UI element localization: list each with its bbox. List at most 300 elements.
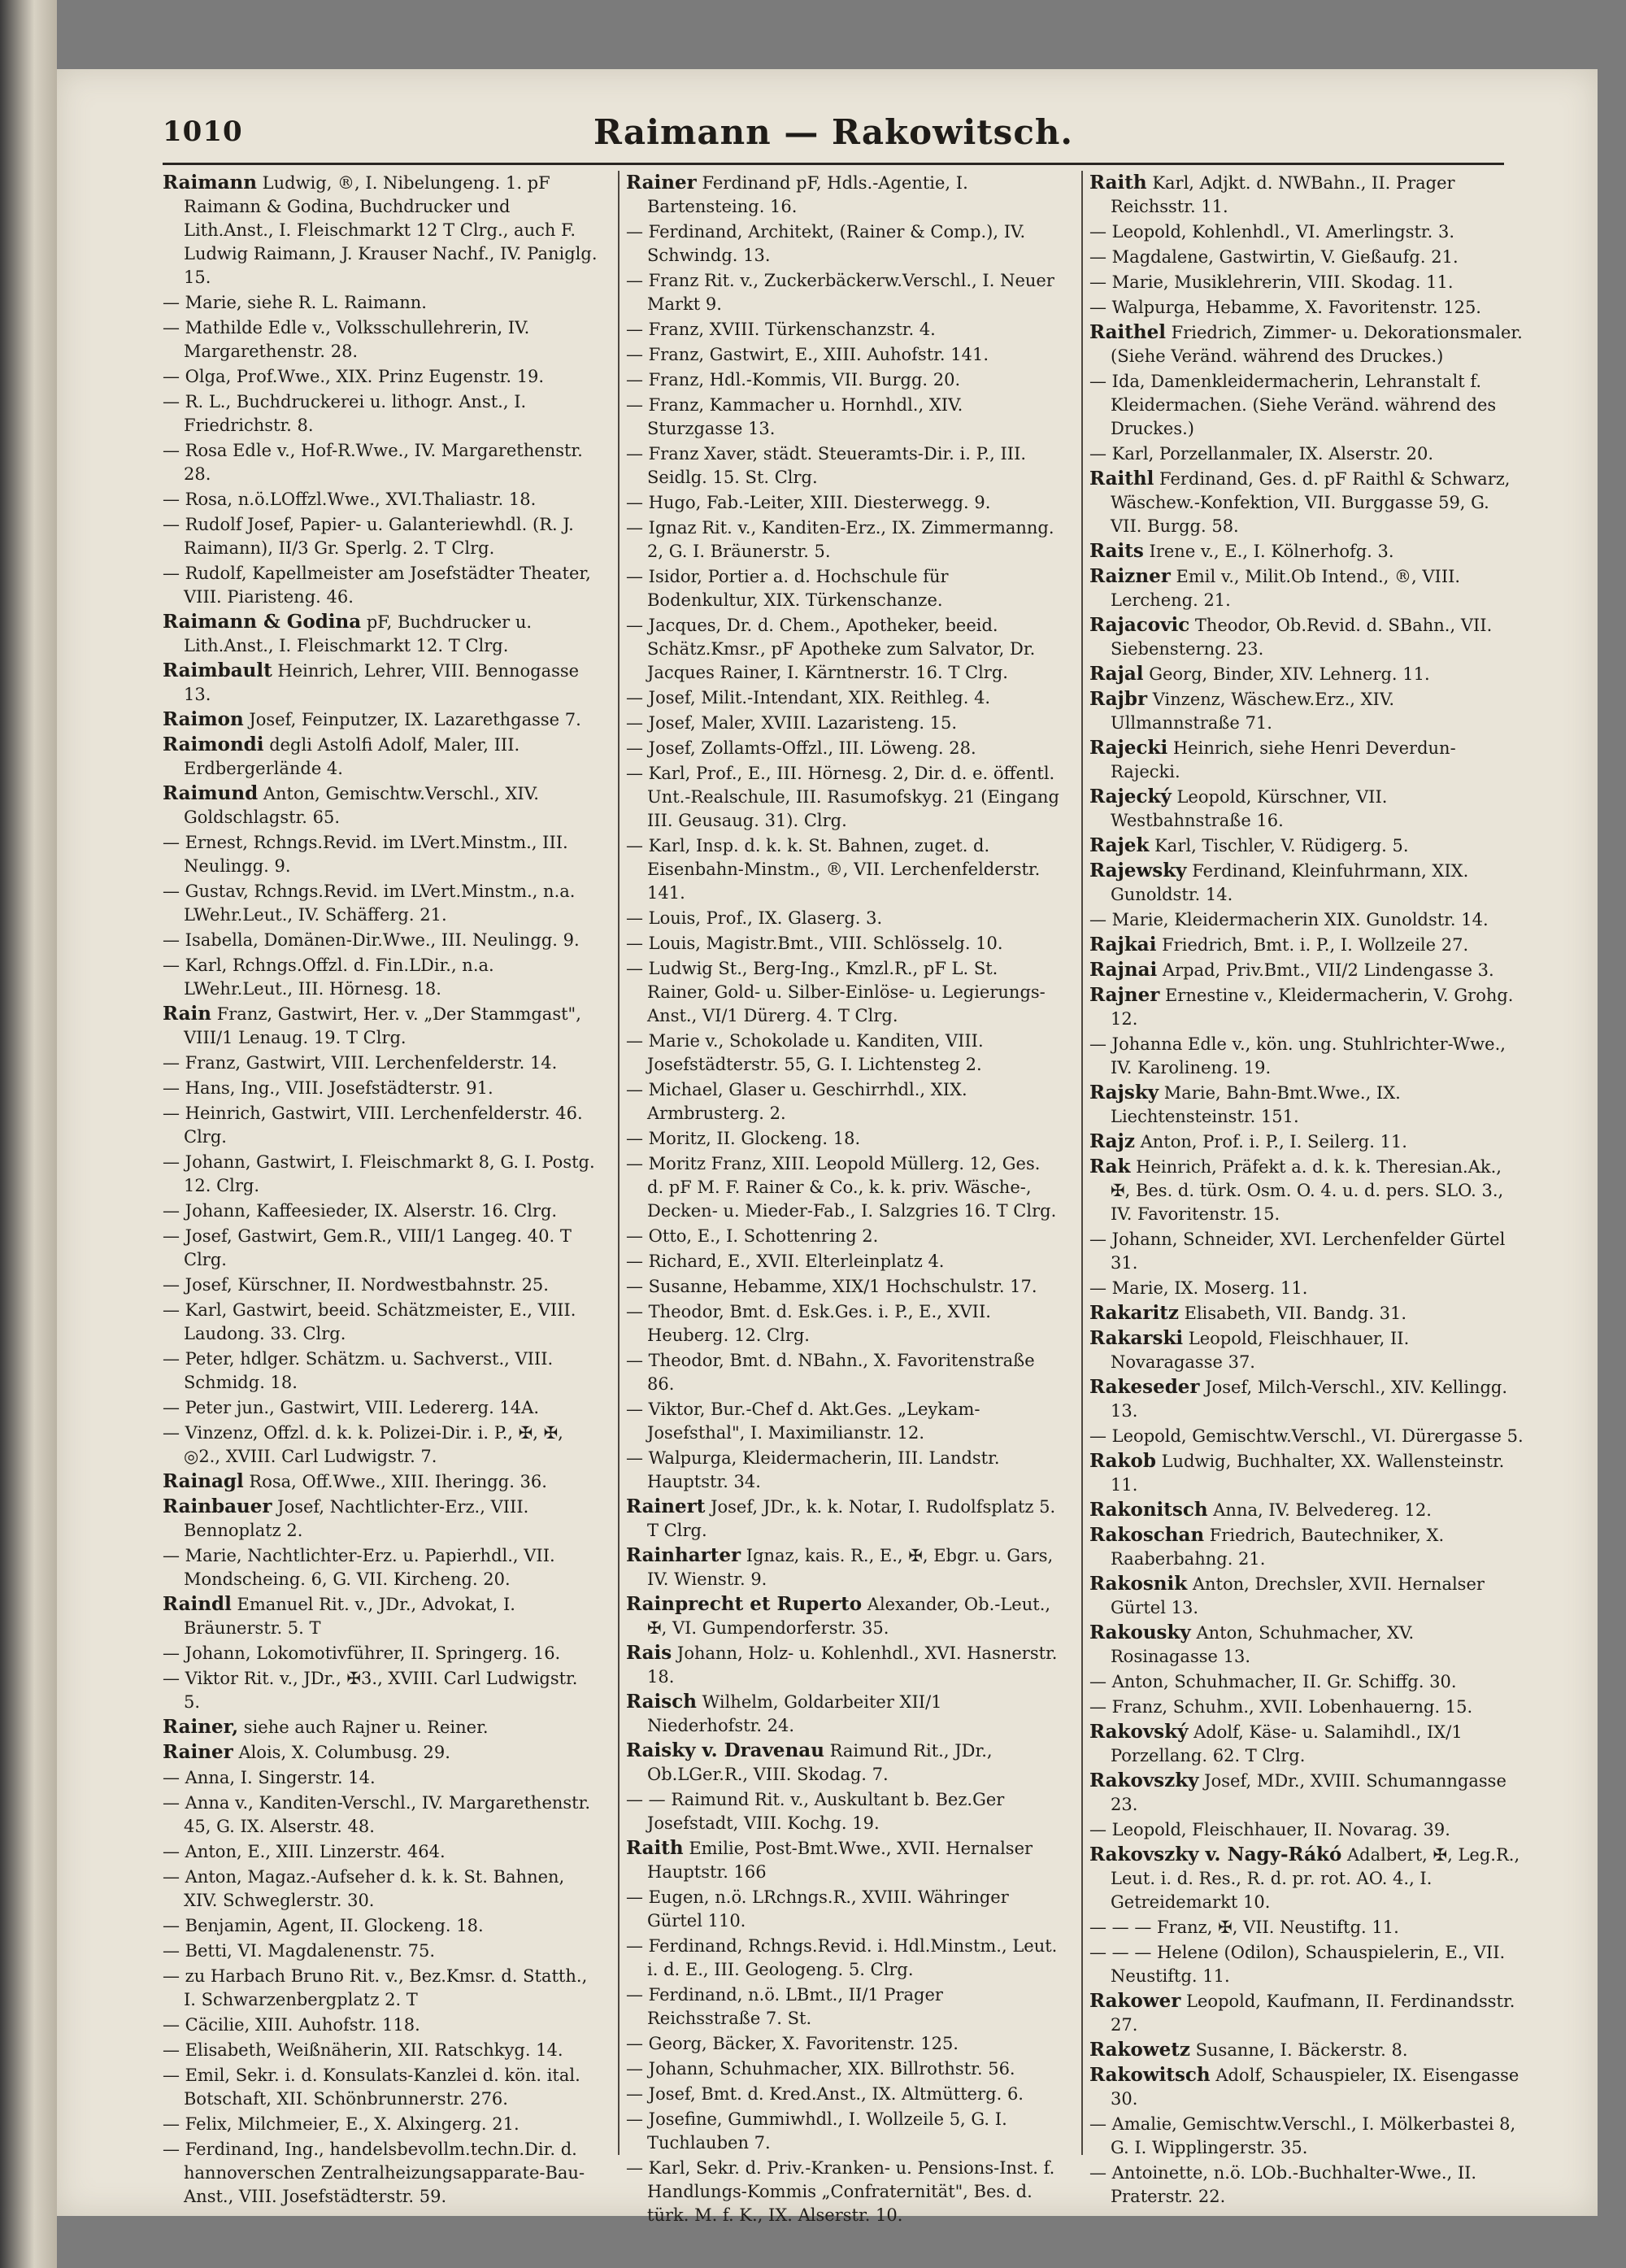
directory-entry xyxy=(1089,320,1524,368)
directory-entry xyxy=(626,2107,1061,2155)
entry-text: Susanne, I. Bäckerstr. 8. xyxy=(1189,2040,1408,2060)
entry-text: — Felix, Milchmeier, E., X. Alxingerg. 21. xyxy=(163,2114,520,2134)
entry-text: — Franz Rit. v., Zuckerbäckerw.Verschl., I. Neuer Markt 9. xyxy=(626,271,1054,314)
entry-text: Emil v., Milit.Ob Intend., ®, VIII. Lercheng. 21. xyxy=(1111,567,1461,610)
directory-entry xyxy=(163,1939,598,1963)
entry-text: — Marie, Kleidermacherin XIX. Gunoldstr. 14. xyxy=(1089,910,1489,929)
entry-text: — Eugen, n.ö. LRchngs.R., XVIII. Währinger Gürtel 110. xyxy=(626,1887,1009,1931)
entry-text: — Moritz, II. Glockeng. 18. xyxy=(626,1129,861,1148)
entry-text: — Hugo, Fab.-Leiter, XIII. Diesterwegg. 9. xyxy=(626,493,991,512)
entry-text: — Anna v., Kanditen-Verschl., IV. Margarethenstr. 45, G. IX. Alserstr. 48. xyxy=(163,1793,591,1836)
entry-text: Alexander, Ob.-Leut., ✠, VI. Gumpendorferstr. 35. xyxy=(647,1595,1051,1638)
entry-surname: Rainer xyxy=(163,1741,233,1763)
directory-entry xyxy=(163,1395,598,1420)
entry-text: — Rudolf Josef, Papier- u. Galanteriewhdl. (R. J. Raimann), II/3 Gr. Sperlg. 2. T Clrg. xyxy=(163,515,574,558)
directory-entry xyxy=(1089,245,1524,269)
entry-text: — Josefine, Gummiwhdl., I. Wollzeile 5, G. I. Tuchlauben 7. xyxy=(626,2109,1007,2153)
entry-surname: Rakovský xyxy=(1089,1721,1189,1743)
entry-text: Ernestine v., Kleidermacherin, V. Grohg. 12. xyxy=(1111,986,1514,1029)
directory-entry xyxy=(1089,785,1524,833)
entry-text: — Georg, Bäcker, X. Favoritenstr. 125. xyxy=(626,2034,959,2053)
directory-entry xyxy=(626,931,1061,956)
entry-text: — Mathilde Edle v., Volksschullehrerin, IV. Margarethenstr. 28. xyxy=(163,318,530,361)
entry-surname: Raith xyxy=(626,1837,684,1859)
directory-entry xyxy=(163,879,598,927)
entry-text: Karl, Tischler, V. Rüdigerg. 5. xyxy=(1149,836,1409,855)
directory-entry xyxy=(1089,295,1524,320)
entry-text: Ferdinand, Ges. d. pF Raithl & Schwarz, Wäschew.-Konfektion, VII. Burggasse 59, G. VII. Burgg. 58. xyxy=(1111,469,1511,536)
directory-entry xyxy=(626,1126,1061,1151)
directory-entry xyxy=(626,1885,1061,1933)
entry-text: — Karl, Porzellanmaler, IX. Alserstr. 20. xyxy=(1089,444,1433,464)
directory-entry xyxy=(1089,564,1524,612)
entry-surname: Rainprecht et Ruperto xyxy=(626,1593,863,1615)
entry-surname: Rakonitsch xyxy=(1089,1499,1208,1521)
entry-text: — Betti, VI. Magdalenenstr. 75. xyxy=(163,1941,436,1961)
directory-entry xyxy=(626,220,1061,268)
directory-entry xyxy=(626,736,1061,760)
directory-entry xyxy=(1089,859,1524,907)
directory-entry xyxy=(163,1076,598,1100)
entry-surname: Raithl xyxy=(1089,468,1154,490)
entry-text: — Josef, Kürschner, II. Nordwestbahnstr. 25. xyxy=(163,1275,549,1295)
entry-surname: Raisky v. Dravenau xyxy=(626,1739,824,1761)
directory-entry xyxy=(1089,467,1524,538)
entry-text: — Johann, Schneider, XVI. Lerchenfelder Gürtel 31. xyxy=(1089,1230,1506,1273)
directory-entry xyxy=(1089,983,1524,1031)
entry-text: Elisabeth, VII. Bandg. 31. xyxy=(1178,1304,1407,1323)
directory-entry xyxy=(163,1865,598,1913)
entry-text: — Susanne, Hebamme, XIX/1 Hochschulstr. 17. xyxy=(626,1277,1037,1296)
directory-entry xyxy=(163,487,598,511)
entry-surname: Rajner xyxy=(1089,984,1160,1006)
page-header xyxy=(163,112,1504,164)
entry-text: Anton, Gemischtw.Verschl., XIV. Goldschlagstr. 65. xyxy=(184,784,539,827)
entry-surname: Raisch xyxy=(626,1691,697,1713)
entry-text: Josef, JDr., k. k. Notar, I. Rudolfsplatz 5. T Clrg. xyxy=(647,1497,1056,1540)
entry-surname: Raindl xyxy=(163,1593,232,1615)
directory-entry xyxy=(626,1641,1061,1689)
directory-entry xyxy=(1089,662,1524,686)
entry-text: — Franz, Kammacher u. Hornhdl., XIV. Sturzgasse 13. xyxy=(626,395,963,438)
entry-surname: Rajek xyxy=(1089,834,1150,856)
entry-text: Josef, Milch-Verschl., XIV. Kellingg. 13. xyxy=(1111,1378,1508,1421)
entry-text: Heinrich, Präfekt a. d. k. k. Theresian.Ak., ✠, Bes. d. türk. Osm. O. 4. u. d. pers. SLO. 3., IV. Favoritenstr. 15. xyxy=(1111,1157,1504,1224)
entry-surname: Rakob xyxy=(1089,1450,1156,1472)
entry-text: — Heinrich, Gastwirt, VIII. Lerchenfelderstr. 46. Clrg. xyxy=(163,1104,583,1147)
entry-text: — Rosa Edle v., Hof-R.Wwe., IV. Margarethenstr. 28. xyxy=(163,441,583,484)
directory-entry xyxy=(163,1051,598,1075)
entry-text: — Ferdinand, n.ö. LBmt., II/1 Prager Reichsstraße 7. St. xyxy=(626,1985,943,2028)
directory-entry xyxy=(163,1740,598,1765)
column-2 xyxy=(626,171,1061,2225)
directory-entry xyxy=(163,1839,598,1864)
entry-text: — Ferdinand, Ing., handelsbevollm.techn.Dir. d. hannoverschen Zentralheizungsapparate-Bau-Anst., VIII. Josefstädterstr. 59. xyxy=(163,2140,585,2206)
entry-text: — Marie, Nachtlichter-Erz. u. Papierhdl., VII. Mondscheing. 6, G. VII. Kircheng. 20. xyxy=(163,1546,555,1589)
entry-text: — Franz, Hdl.-Kommis, VII. Burgg. 20. xyxy=(626,370,961,390)
directory-entry xyxy=(1089,687,1524,735)
entry-surname: Rainer, xyxy=(163,1716,239,1738)
directory-entry xyxy=(1089,171,1524,219)
directory-entry xyxy=(626,1495,1061,1543)
entry-text: Josef, Nachtlichter-Erz., VIII. Bennoplatz 2. xyxy=(184,1497,529,1540)
directory-entry xyxy=(626,834,1061,905)
directory-entry xyxy=(626,490,1061,515)
entry-text: — Josef, Bmt. d. Kred.Anst., IX. Altmütterg. 6. xyxy=(626,2084,1024,2104)
directory-entry xyxy=(1089,736,1524,784)
directory-entry xyxy=(163,1002,598,1050)
entry-text: Marie, Bahn-Bmt.Wwe., IX. Liechtensteinstr. 151. xyxy=(1111,1083,1401,1126)
directory-entry xyxy=(163,610,598,658)
entry-surname: Rajkai xyxy=(1089,934,1157,956)
column-3 xyxy=(1089,171,1524,2206)
entry-text: Georg, Binder, XIV. Lehnerg. 11. xyxy=(1143,664,1430,684)
entry-text: Adolf, Schauspieler, IX. Eisengasse 30. xyxy=(1111,2066,1519,2109)
entry-surname: Raimondi xyxy=(163,734,264,755)
entry-text: Karl, Adjkt. d. NWBahn., II. Prager Reichsstr. 11. xyxy=(1111,173,1455,216)
directory-entry xyxy=(1089,1155,1524,1226)
entry-text: — — Raimund Rit. v., Auskultant b. Bez.Ger Josefstadt, VIII. Kochg. 19. xyxy=(626,1790,1005,1833)
column-divider xyxy=(1081,171,1083,2155)
entry-text: Emanuel Rit. v., JDr., Advokat, I. Bräunerstr. 5. T xyxy=(184,1595,515,1638)
entry-surname: Rajz xyxy=(1089,1130,1135,1152)
directory-entry xyxy=(163,928,598,952)
entry-text: Rosa, Off.Wwe., XIII. Iheringg. 36. xyxy=(243,1472,547,1491)
entry-text: — Emil, Sekr. i. d. Konsulats-Kanzlei d. kön. ital. Botschaft, XII. Schönbrunnerstr. 276. xyxy=(163,2066,580,2109)
entry-text: Alois, X. Columbusg. 29. xyxy=(233,1743,450,1762)
entry-surname: Rakowitsch xyxy=(1089,2064,1211,2086)
entry-text: — Leopold, Gemischtw.Verschl., VI. Dürergasse 5. xyxy=(1089,1426,1524,1446)
entry-text: — Vinzenz, Offzl. d. k. k. Polizei-Dir. i. P., ✠, ✠, ◎2., XVIII. Carl Ludwigstr. 7. xyxy=(163,1423,563,1466)
directory-entry xyxy=(1089,1032,1524,1080)
directory-entry xyxy=(1089,1843,1524,1914)
directory-entry xyxy=(626,564,1061,612)
entry-text: Leopold, Fleischhauer, II. Novaragasse 37. xyxy=(1111,1329,1410,1372)
entry-text: — Ignaz Rit. v., Kanditen-Erz., IX. Zimmermanng. 2, G. I. Bräunerstr. 5. xyxy=(626,518,1054,561)
column-1 xyxy=(163,171,598,2206)
entry-text: — Franz, Gastwirt, VIII. Lerchenfelderstr. 14. xyxy=(163,1053,558,1073)
entry-text: — Josef, Milit.-Intendant, XIX. Reithleg. 4. xyxy=(626,688,991,707)
directory-entry xyxy=(1089,1130,1524,1154)
entry-surname: Rajacovic xyxy=(1089,614,1190,636)
entry-text: — Anton, E., XIII. Linzerstr. 464. xyxy=(163,1842,446,1861)
entry-surname: Rakousky xyxy=(1089,1622,1191,1643)
directory-entry xyxy=(163,707,598,732)
directory-entry xyxy=(1089,1449,1524,1497)
directory-entry xyxy=(1089,1695,1524,1719)
entry-surname: Rak xyxy=(1089,1156,1131,1178)
directory-entry xyxy=(163,1543,598,1591)
directory-entry xyxy=(626,1224,1061,1248)
directory-entry xyxy=(1089,369,1524,441)
entry-text: — — — Helene (Odilon), Schauspielerin, E., VII. Neustiftg. 11. xyxy=(1089,1943,1506,1986)
directory-entry xyxy=(1089,1769,1524,1817)
directory-entry xyxy=(626,268,1061,316)
entry-text: — Antoinette, n.ö. LOb.-Buchhalter-Wwe., II. Praterstr. 22. xyxy=(1089,2163,1477,2206)
directory-entry xyxy=(626,1397,1061,1445)
directory-entry xyxy=(626,2082,1061,2106)
directory-entry xyxy=(626,1934,1061,1982)
directory-entry xyxy=(163,2038,598,2062)
directory-entry xyxy=(1089,2161,1524,2209)
entry-surname: Rainharter xyxy=(626,1544,741,1566)
entry-text: Franz, Gastwirt, Her. v. „Der Stammgast", VIII/1 Lenaug. 19. T Clrg. xyxy=(184,1004,581,1047)
entry-text: — Olga, Prof.Wwe., XIX. Prinz Eugenstr. 19. xyxy=(163,367,545,386)
directory-entry xyxy=(626,516,1061,564)
directory-entry xyxy=(163,1641,598,1665)
directory-entry xyxy=(626,317,1061,342)
directory-entry xyxy=(163,1495,598,1543)
entry-surname: Raimbault xyxy=(163,660,272,681)
entry-text: degli Astolfi Adolf, Maler, III. Erdbergerlände 4. xyxy=(184,735,520,778)
entry-text: — Franz, Gastwirt, E., XIII. Auhofstr. 141. xyxy=(626,345,989,364)
directory-entry xyxy=(163,1150,598,1198)
directory-entry xyxy=(163,438,598,486)
entry-text: — Cäcilie, XIII. Auhofstr. 118. xyxy=(163,2015,420,2035)
directory-entry xyxy=(163,316,598,363)
directory-entry xyxy=(163,1347,598,1395)
directory-entry xyxy=(626,1077,1061,1125)
directory-entry xyxy=(626,1151,1061,1223)
directory-entry xyxy=(163,1224,598,1272)
directory-entry xyxy=(1089,1669,1524,1694)
directory-entry xyxy=(626,2031,1061,2056)
page-number: 1010 xyxy=(163,115,243,148)
directory-entry xyxy=(626,368,1061,392)
directory-entry xyxy=(163,1469,598,1494)
entry-surname: Rajecki xyxy=(1089,737,1168,759)
entry-surname: Raimann & Godina xyxy=(163,611,362,633)
directory-entry xyxy=(1089,2038,1524,2062)
entry-text: — Amalie, Gemischtw.Verschl., I. Mölkerbastei 8, G. I. Wipplingerstr. 35. xyxy=(1089,2114,1516,2157)
entry-text: — Johann, Gastwirt, I. Fleischmarkt 8, G. I. Postg. 12. Clrg. xyxy=(163,1152,595,1195)
entry-surname: Rain xyxy=(163,1003,212,1025)
directory-entry xyxy=(163,2112,598,2136)
entry-text: — Elisabeth, Weißnäherin, XII. Ratschkyg. 14. xyxy=(163,2040,563,2060)
directory-entry xyxy=(163,1765,598,1790)
header-rule xyxy=(163,163,1504,165)
entry-text: Josef, Feinputzer, IX. Lazarethgasse 7. xyxy=(243,710,581,729)
entry-text: — Marie, IX. Moserg. 11. xyxy=(1089,1278,1308,1298)
entry-surname: Rakarski xyxy=(1089,1327,1184,1349)
entry-text: — Magdalene, Gastwirtin, V. Gießaufg. 21. xyxy=(1089,247,1459,267)
entry-text: Ferdinand pF, Hdls.-Agentie, I. Bartensteing. 16. xyxy=(647,173,968,216)
entry-text: — Karl, Sekr. d. Priv.-Kranken- u. Pensions-Inst. f. Handlungs-Kommis „Confraternität", Bes. d. türk. M. f. K., IX. Alserstr. 10. xyxy=(626,2158,1055,2225)
directory-entry xyxy=(163,659,598,707)
entry-text: Anna, IV. Belvedereg. 12. xyxy=(1207,1500,1432,1520)
directory-entry xyxy=(163,953,598,1001)
entry-text: — Marie, Musiklehrerin, VIII. Skodag. 11. xyxy=(1089,272,1454,292)
entry-text: Emilie, Post-Bmt.Wwe., XVII. Hernalser Hauptstr. 166 xyxy=(647,1839,1033,1882)
entry-surname: Rakower xyxy=(1089,1990,1181,2012)
book-spine-edge xyxy=(0,0,57,2268)
entry-surname: Rakoschan xyxy=(1089,1524,1205,1546)
directory-entry xyxy=(626,1029,1061,1077)
entry-surname: Rakovszky xyxy=(1089,1770,1199,1791)
entry-text: — Franz Xaver, städt. Steueramts-Dir. i. P., III. Seidlg. 15. St. Clrg. xyxy=(626,444,1027,487)
directory-entry xyxy=(163,390,598,437)
entry-surname: Rainer xyxy=(626,172,697,194)
entry-text: Leopold, Kaufmann, II. Ferdinandsstr. 27. xyxy=(1111,1992,1515,2035)
entry-text: — Walpurga, Kleidermacherin, III. Landstr. Hauptstr. 34. xyxy=(626,1448,1000,1491)
entry-surname: Rajecký xyxy=(1089,786,1172,808)
directory-entry xyxy=(163,2137,598,2209)
entry-text: — Otto, E., I. Schottenring 2. xyxy=(626,1226,879,1246)
entry-text: siehe auch Rajner u. Reiner. xyxy=(238,1717,489,1737)
directory-entry xyxy=(626,906,1061,930)
entry-surname: Rais xyxy=(626,1642,672,1664)
directory-entry xyxy=(626,171,1061,219)
entry-text: — Ida, Damenkleidermacherin, Lehranstalt f. Kleidermachen. (Siehe Veränd. während des Druckes.) xyxy=(1089,372,1497,438)
column-divider xyxy=(618,171,620,2155)
entry-text: — Josef, Maler, XVIII. Lazaristeng. 15. xyxy=(626,713,958,733)
directory-entry xyxy=(163,1791,598,1839)
entry-surname: Raimann xyxy=(163,172,257,194)
entry-surname: Rakosnik xyxy=(1089,1573,1188,1595)
entry-text: — Johanna Edle v., kön. ung. Stuhlrichter-Wwe., IV. Karolineng. 19. xyxy=(1089,1034,1506,1077)
entry-text: — Rudolf, Kapellmeister am Josefstädter Theater, VIII. Piaristeng. 46. xyxy=(163,564,591,607)
entry-text: Vinzenz, Wäschew.Erz., XIV. Ullmannstraße 71. xyxy=(1111,690,1395,733)
directory-entry xyxy=(626,2057,1061,2081)
directory-entry xyxy=(1089,2063,1524,2111)
entry-text: — — — Franz, ✠, VII. Neustiftg. 11. xyxy=(1089,1918,1399,1937)
entry-text: — R. L., Buchdruckerei u. lithogr. Anst., I. Friedrichstr. 8. xyxy=(163,392,527,435)
entry-text: — Marie, siehe R. L. Raimann. xyxy=(163,293,427,312)
entry-text: — Peter, hdlger. Schätzm. u. Sachverst., VIII. Schmidg. 18. xyxy=(163,1349,554,1392)
directory-entry xyxy=(626,1739,1061,1787)
entry-text: Johann, Holz- u. Kohlenhdl., XVI. Hasnerstr. 18. xyxy=(647,1643,1058,1687)
directory-entry xyxy=(626,761,1061,833)
entry-text: — Isabella, Domänen-Dir.Wwe., III. Neulingg. 9. xyxy=(163,930,580,950)
entry-text: — Anna, I. Singerstr. 14. xyxy=(163,1768,376,1787)
directory-entry xyxy=(163,1666,598,1714)
entry-text: Josef, MDr., XVIII. Schumanngasse 23. xyxy=(1111,1771,1506,1814)
entry-text: — Peter jun., Gastwirt, VIII. Ledererg. 14A. xyxy=(163,1398,539,1417)
directory-entry xyxy=(626,2156,1061,2227)
entry-text: Friedrich, Zimmer- u. Dekorationsmaler. (Siehe Veränd. während des Druckes.) xyxy=(1111,323,1523,366)
directory-entry xyxy=(626,1299,1061,1347)
entry-surname: Rajnai xyxy=(1089,959,1158,981)
directory-entry xyxy=(1089,2112,1524,2160)
directory-entry xyxy=(1089,1375,1524,1423)
entry-surname: Rainert xyxy=(626,1495,706,1517)
entry-text: Raimund Rit., JDr., Ob.LGer.R., VIII. Skodag. 7. xyxy=(647,1741,993,1784)
directory-entry xyxy=(1089,1081,1524,1129)
directory-entry xyxy=(1089,908,1524,932)
directory-entry xyxy=(163,2013,598,2037)
entry-text: — Louis, Magistr.Bmt., VIII. Schlösselg. 10. xyxy=(626,934,1003,953)
entry-text: — Theodor, Bmt. d. NBahn., X. Favoritenstraße 86. xyxy=(626,1351,1035,1394)
entry-text: — Rosa, n.ö.LOffzl.Wwe., XVI.Thaliastr. 18. xyxy=(163,490,537,509)
directory-entry xyxy=(163,364,598,389)
directory-entry xyxy=(626,956,1061,1028)
entry-text: — Isidor, Portier a. d. Hochschule für Bodenkultur, XIX. Türkenschanze. xyxy=(626,567,949,610)
directory-entry xyxy=(163,1298,598,1346)
entry-text: — Franz, Schuhm., XVII. Lobenhauerng. 15. xyxy=(1089,1697,1473,1717)
entry-text: Adolf, Käse- u. Salamihdl., IX/1 Porzellang. 62. T Clrg. xyxy=(1111,1722,1463,1765)
directory-entry xyxy=(1089,442,1524,466)
entry-text: — Anton, Schuhmacher, II. Gr. Schiffg. 30. xyxy=(1089,1672,1457,1691)
entry-text: Ludwig, Buchhalter, XX. Wallensteinstr. 11. xyxy=(1111,1452,1505,1495)
directory-entry xyxy=(163,1273,598,1297)
entry-text: — Richard, E., XVII. Elterleinplatz 4. xyxy=(626,1252,945,1271)
entry-text: Heinrich, Lehrer, VIII. Bennogasse 13. xyxy=(184,661,580,704)
directory-entry xyxy=(626,1543,1061,1591)
entry-text: Anton, Drechsler, XVII. Hernalser Gürtel 13. xyxy=(1111,1574,1485,1617)
entry-text: Ignaz, kais. R., E., ✠, Ebgr. u. Gars, IV. Wienstr. 9. xyxy=(647,1546,1054,1589)
directory-entry xyxy=(626,1274,1061,1299)
entry-text: — Johann, Kaffeesieder, IX. Alserstr. 16. Clrg. xyxy=(163,1201,558,1221)
entry-surname: Rajal xyxy=(1089,663,1144,685)
entry-text: — Ernest, Rchngs.Revid. im LVert.Minstm., III. Neulingg. 9. xyxy=(163,833,568,876)
entry-text: Ludwig, ®, I. Nibelungeng. 1. pF Raimann & Godina, Buchdrucker und Lith.Anst., I. Fleischmarkt 12 T Clrg., auch F. Ludwig Raimann, J. Krauser Nachf., IV. Paniglg. 15. xyxy=(184,173,598,287)
directory-entry xyxy=(1089,220,1524,244)
directory-entry xyxy=(626,1592,1061,1640)
directory-entry xyxy=(163,830,598,878)
entry-surname: Rajewsky xyxy=(1089,860,1187,882)
entry-text: — Karl, Rchngs.Offzl. d. Fin.LDir., n.a. LWehr.Leut., III. Hörnesg. 18. xyxy=(163,956,494,999)
entry-text: — Karl, Gastwirt, beeid. Schätzmeister, E., VIII. Laudong. 33. Clrg. xyxy=(163,1300,576,1343)
directory-entry xyxy=(626,442,1061,490)
entry-text: — Walpurga, Hebamme, X. Favoritenstr. 125. xyxy=(1089,298,1481,317)
directory-entry xyxy=(1089,1621,1524,1669)
entry-text: — Benjamin, Agent, II. Glockeng. 18. xyxy=(163,1916,484,1935)
entry-text: — Ferdinand, Architekt, (Rainer & Comp.), IV. Schwindg. 13. xyxy=(626,222,1026,265)
directory-entry xyxy=(626,1249,1061,1273)
entry-text: — Viktor, Bur.-Chef d. Akt.Ges. „Leykam-Josefsthal", I. Maximilianstr. 12. xyxy=(626,1400,980,1443)
entry-surname: Raimon xyxy=(163,708,244,730)
entry-text: — Theodor, Bmt. d. Esk.Ges. i. P., E., XVII. Heuberg. 12. Clrg. xyxy=(626,1302,991,1345)
directory-entry xyxy=(1089,1301,1524,1326)
directory-entry xyxy=(163,733,598,781)
entry-text: — Ludwig St., Berg-Ing., Kmzl.R., pF L. St. Rainer, Gold- u. Silber-Einlöse- u. Legierungs-Anst., VI/1 Dürerg. 4. T Clrg. xyxy=(626,959,1046,1025)
entry-text: — Karl, Prof., E., III. Hörnesg. 2, Dir. d. e. öffentl. Unt.-Realschule, III. Rasumofskyg. 21 (Eingang III. Geusaug. 31). Clrg. xyxy=(626,764,1059,830)
entry-surname: Rakeseder xyxy=(1089,1376,1200,1398)
entry-surname: Raithel xyxy=(1089,321,1166,343)
entry-surname: Rainagl xyxy=(163,1470,244,1492)
entry-text: Wilhelm, Goldarbeiter XII/1 Niederhofstr. 24. xyxy=(647,1692,942,1735)
directory-entry xyxy=(163,2063,598,2111)
entry-text: Theodor, Ob.Revid. d. SBahn., VII. Siebensterng. 23. xyxy=(1111,616,1493,659)
entry-text: — Gustav, Rchngs.Revid. im LVert.Minstm., n.a. LWehr.Leut., IV. Schäfferg. 21. xyxy=(163,882,576,925)
entry-text: — zu Harbach Bruno Rit. v., Bez.Kmsr. d. Statth., I. Schwarzenbergplatz 2. T xyxy=(163,1966,588,2009)
directory-entry xyxy=(1089,613,1524,661)
entry-surname: Rainbauer xyxy=(163,1495,272,1517)
directory-entry xyxy=(1089,539,1524,564)
directory-entry xyxy=(626,1787,1061,1835)
directory-entry xyxy=(1089,1326,1524,1374)
entry-text: — Jacques, Dr. d. Chem., Apotheker, beeid. Schätz.Kmsr., pF Apotheke zum Salvator, Dr. Jacques Rainer, I. Kärntnerstr. 16. T Clrg. xyxy=(626,616,1036,682)
directory-entry xyxy=(626,1348,1061,1396)
directory-entry xyxy=(626,342,1061,367)
directory-entry xyxy=(1089,1572,1524,1620)
directory-entry xyxy=(1089,1276,1524,1300)
directory-entry xyxy=(1089,834,1524,858)
entry-surname: Rakowetz xyxy=(1089,2039,1190,2061)
entry-text: Friedrich, Bautechniker, X. Raaberbahng. 21. xyxy=(1111,1526,1445,1569)
directory-entry xyxy=(1089,1523,1524,1571)
directory-entry xyxy=(626,1446,1061,1494)
directory-entry xyxy=(163,512,598,560)
directory-entry xyxy=(163,290,598,315)
entry-text: — Franz, XVIII. Türkenschanzstr. 4. xyxy=(626,320,936,339)
directory-entry xyxy=(1089,1498,1524,1522)
directory-entry xyxy=(626,1690,1061,1738)
entry-text: — Josef, Zollamts-Offzl., III. Löweng. 28. xyxy=(626,738,976,758)
entry-surname: Rakovszky v. Nagy-Rákó xyxy=(1089,1844,1342,1865)
directory-entry xyxy=(163,1592,598,1640)
entry-text: Arpad, Priv.Bmt., VII/2 Lindengasse 3. xyxy=(1157,960,1494,980)
